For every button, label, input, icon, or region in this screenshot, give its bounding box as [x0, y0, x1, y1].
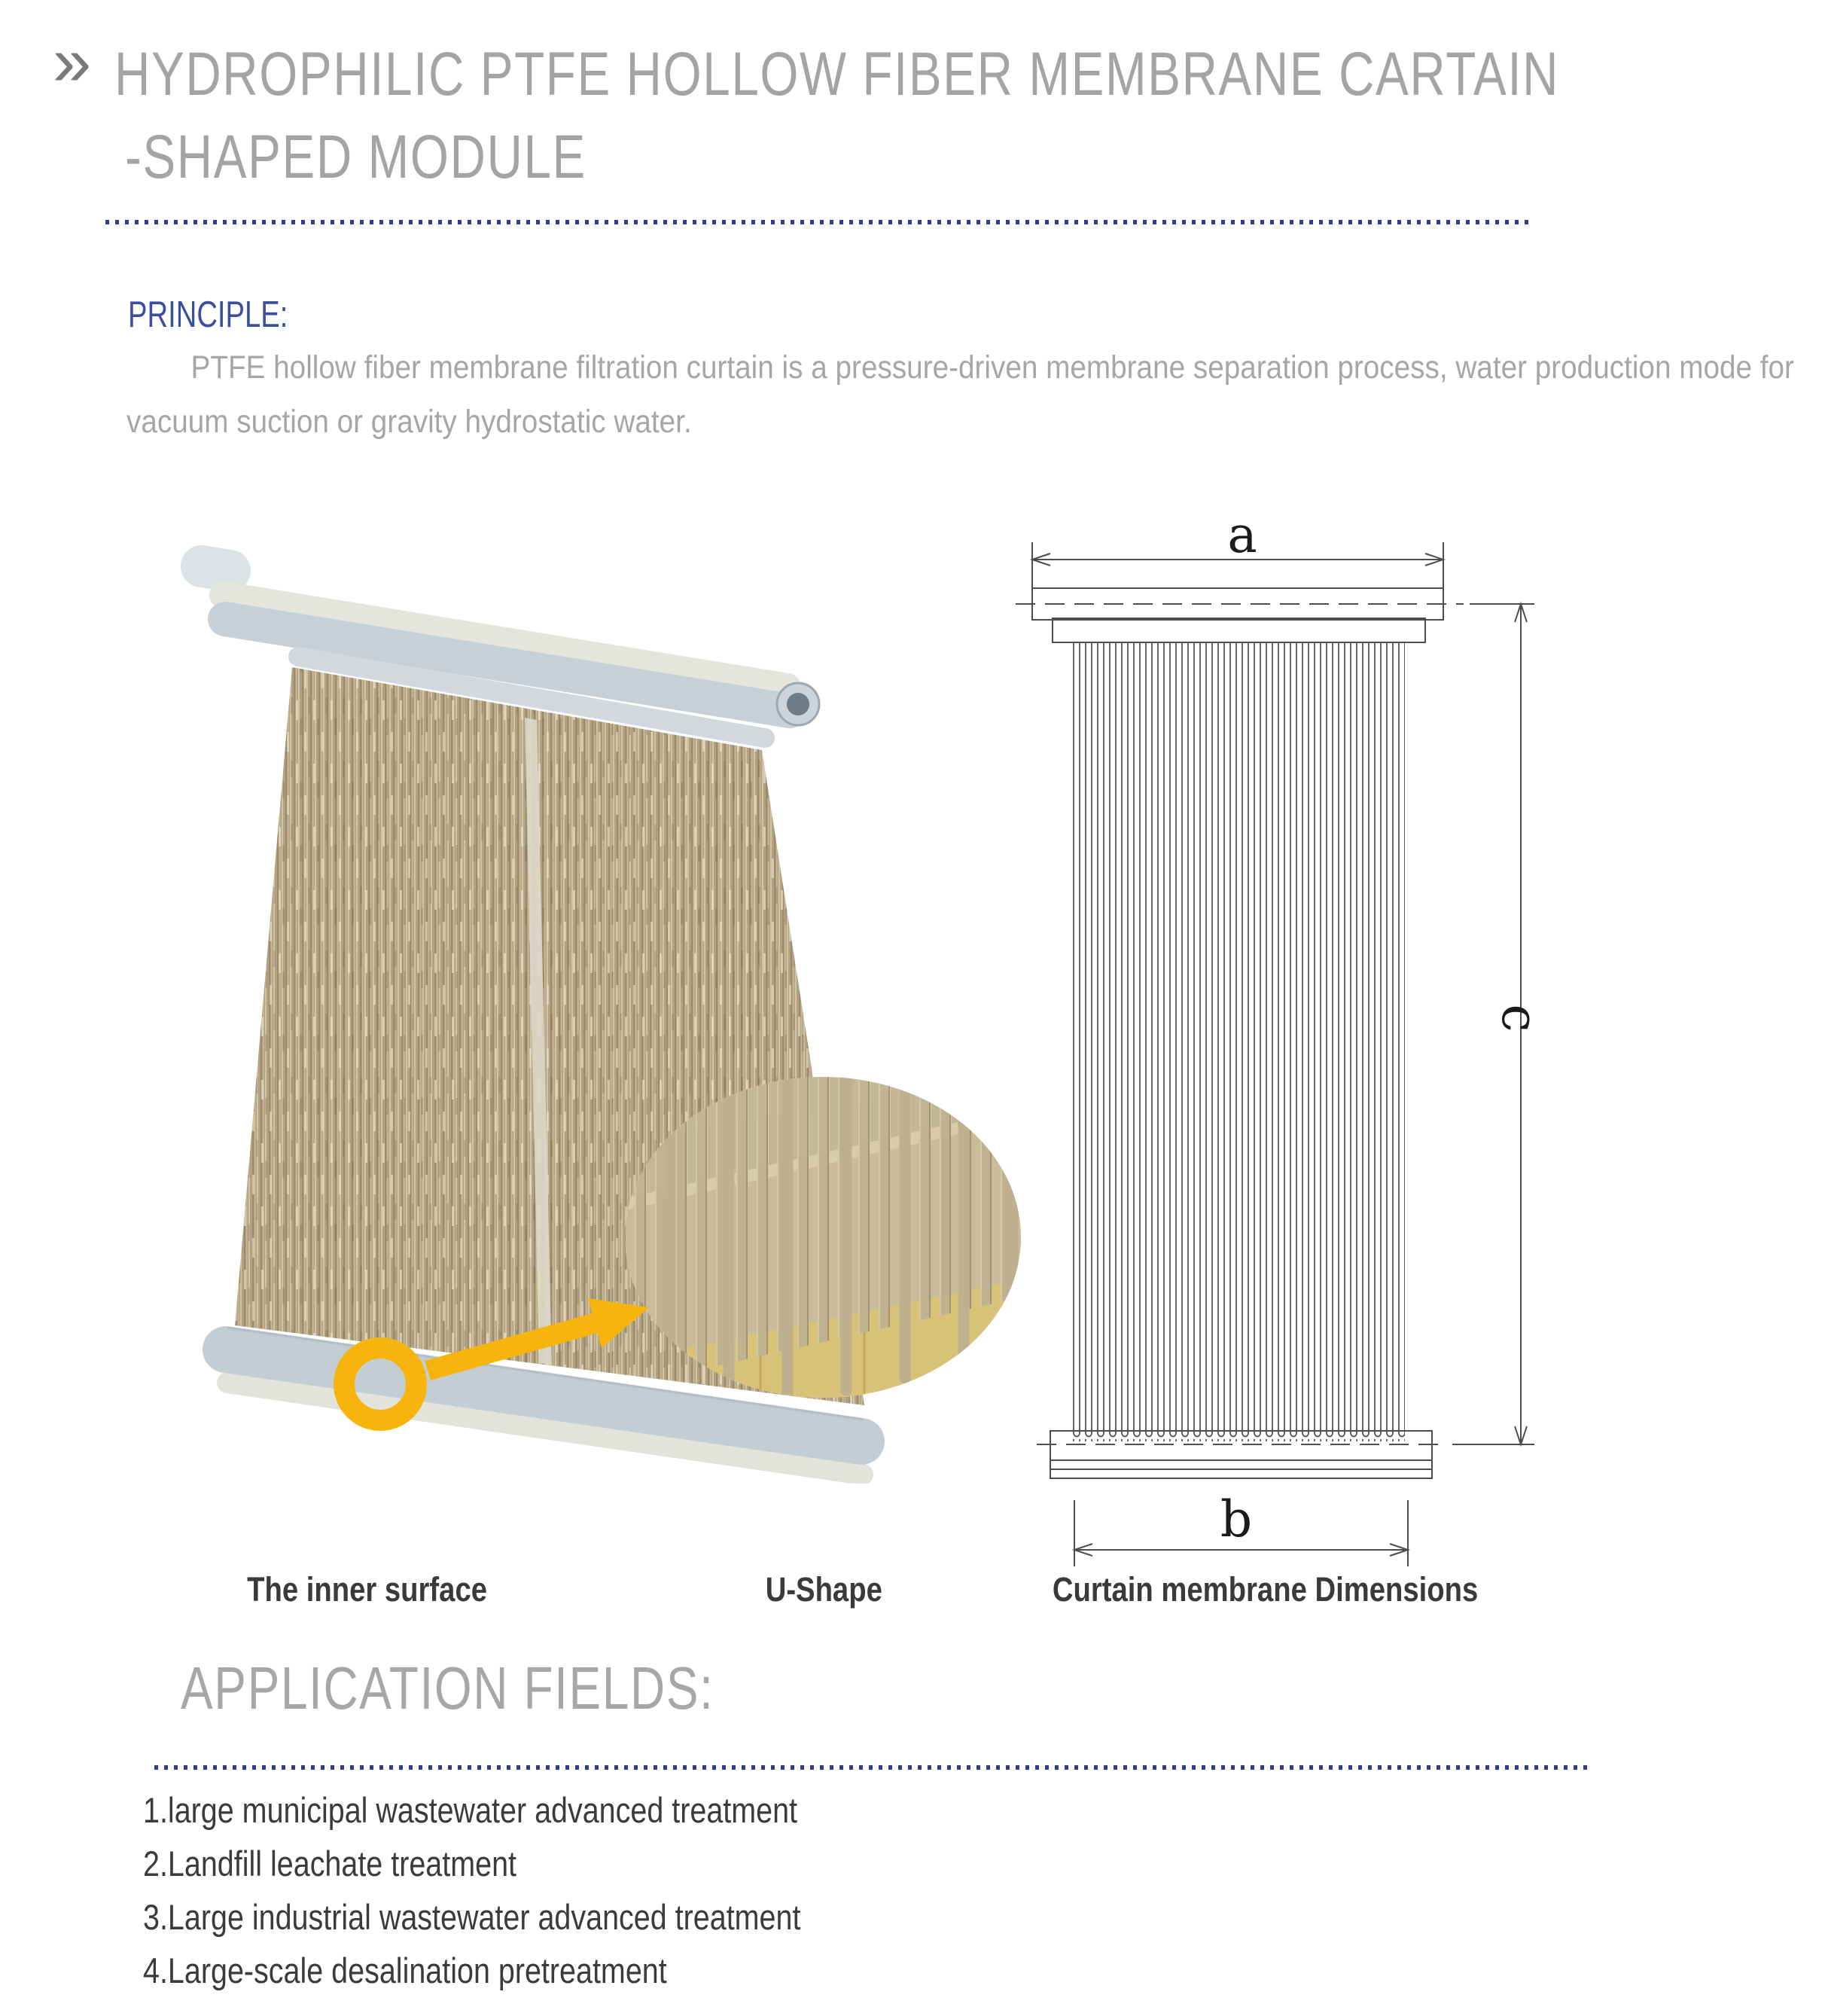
dim-label-a: a — [1227, 512, 1257, 564]
principle-paragraph — [126, 340, 1825, 449]
drawing-u-bends — [1072, 1432, 1405, 1441]
double-chevron-icon: » — [53, 23, 92, 100]
pipe-end-icon — [777, 683, 819, 725]
application-fields-heading: APPLICATION FIELDS: — [181, 1655, 714, 1722]
page-title-line2: -SHAPED MODULE — [125, 123, 586, 191]
principle-line-1: PTFE hollow fiber membrane filtration curtain is a pressure-driven membrane separation process, water production mode for — [190, 349, 1794, 386]
dotted-divider-bottom — [154, 1765, 1591, 1770]
page-title-line1: HYDROPHILIC PTFE HOLLOW FIBER MEMBRANE CARTAIN — [114, 40, 1560, 108]
dimension-drawing-figure — [994, 512, 1604, 1597]
application-item-4: 4.Large-scale desalination pretreatment — [143, 1950, 667, 1990]
dim-label-c: c — [1491, 1004, 1549, 1032]
application-item-3: 3.Large industrial wastewater advanced treatment — [143, 1897, 801, 1937]
caption-curtain-dimensions: Curtain membrane Dimensions — [1052, 1570, 1479, 1609]
drawing-second-header — [1053, 618, 1425, 642]
dim-label-b: b — [1220, 1490, 1253, 1548]
caption-inner-surface: The inner surface — [247, 1570, 488, 1609]
application-list — [143, 1783, 926, 1997]
principle-heading: PRINCIPLE: — [128, 294, 288, 335]
dotted-divider-top — [105, 220, 1531, 224]
module-3d-figure — [98, 512, 1039, 1484]
drawing-fibers — [1072, 642, 1405, 1432]
caption-u-shape: U-Shape — [765, 1570, 882, 1609]
principle-line-2: vacuum suction or gravity hydrostatic water. — [126, 404, 692, 440]
application-item-2: 2.Landfill leachate treatment — [143, 1844, 517, 1883]
application-item-1: 1.large municipal wastewater advanced treatment — [143, 1790, 798, 1830]
